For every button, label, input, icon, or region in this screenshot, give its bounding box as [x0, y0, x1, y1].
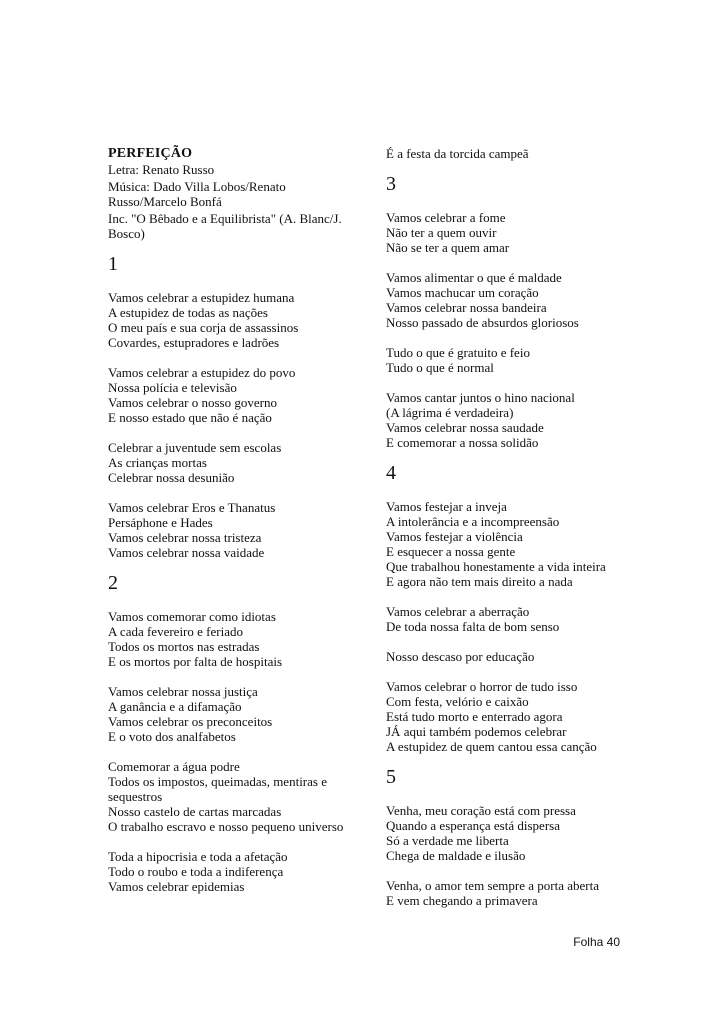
lyric-line: A intolerância e a incompreensão [386, 514, 560, 529]
section-number: 4 [386, 462, 396, 484]
lyric-line: A estupidez de quem cantou essa canção [386, 739, 597, 754]
lyric-line: Venha, o amor tem sempre a porta aberta [386, 878, 599, 893]
lyric-line: Vamos celebrar nossa saudade [386, 420, 544, 435]
lyric-line: (A lágrima é verdadeira) [386, 405, 514, 420]
page-footer: Folha 40 [573, 935, 620, 949]
lyric-line: De toda nossa falta de bom senso [386, 619, 560, 634]
section-number: 1 [108, 253, 118, 275]
section-number: 5 [386, 766, 396, 788]
lyric-line: Vamos celebrar nossa bandeira [386, 300, 547, 315]
lyric-line: Vamos celebrar epidemias [108, 879, 245, 894]
lyric-line: A cada fevereiro e feriado [108, 624, 243, 639]
lyric-line: Celebrar a juventude sem escolas [108, 440, 282, 455]
right-intro-line: É a festa da torcida campeã [386, 146, 529, 161]
song-title: PERFEIÇÃO [108, 146, 193, 161]
lyric-line: E vem chegando a primavera [386, 893, 538, 908]
lyric-line: Vamos festejar a violência [386, 529, 523, 544]
lyric-line: Não se ter a quem amar [386, 240, 510, 255]
lyric-line: Tudo o que é normal [386, 360, 494, 375]
lyric-line: Persáphone e Hades [108, 515, 213, 530]
lyric-line: Vamos celebrar a fome [386, 210, 506, 225]
lyric-line: Nosso descaso por educação [386, 649, 535, 664]
lyric-line: A ganância e a difamação [108, 699, 242, 714]
lyric-line: E comemorar a nossa solidão [386, 435, 539, 450]
lyric-line: Vamos celebrar a estupidez do povo [108, 365, 296, 380]
left-sections [108, 253, 353, 894]
lyric-line: JÁ aqui também podemos celebrar [386, 724, 567, 739]
credit-music: Música: Dado Villa Lobos/Renato Russo/Marcelo Bonfá [108, 179, 286, 209]
lyric-line: Quando a esperança está dispersa [386, 818, 560, 833]
lyric-line: Comemorar a água podre [108, 759, 240, 774]
lyric-line: Tudo o que é gratuito e feio [386, 345, 530, 360]
lyric-line: Todo o roubo e toda a indiferença [108, 864, 284, 879]
lyric-line: Vamos celebrar a aberração [386, 604, 530, 619]
stanza [386, 210, 626, 255]
lyric-line: Vamos comemorar como idiotas [108, 609, 276, 624]
lyric-line: Vamos celebrar Eros e Thanatus [108, 500, 276, 515]
lyric-line: Vamos alimentar o que é maldade [386, 270, 562, 285]
lyric-line: Vamos celebrar nossa justiça [108, 684, 258, 699]
lyric-line: Venha, meu coração está com pressa [386, 803, 576, 818]
stanza [386, 679, 626, 754]
stanza [386, 649, 626, 664]
stanza [108, 849, 353, 894]
lyric-line: Nosso passado de absurdos gloriosos [386, 315, 579, 330]
lyric-line: Vamos festejar a inveja [386, 499, 507, 514]
stanza [108, 440, 353, 485]
stanza [108, 759, 353, 834]
lyric-line: O trabalho escravo e nosso pequeno universo [108, 819, 344, 834]
lyric-line: Só a verdade me liberta [386, 833, 509, 848]
lyric-line: E os mortos por falta de hospitais [108, 654, 283, 669]
lyric-line: Com festa, velório e caixão [386, 694, 529, 709]
stanza [386, 878, 626, 908]
lyric-line: Toda a hipocrisia e toda a afetação [108, 849, 288, 864]
lyric-line: As crianças mortas [108, 455, 207, 470]
lyric-line: Todos os impostos, queimadas, mentiras e sequestros [108, 774, 327, 804]
lyric-line: Nossa polícia e televisão [108, 380, 237, 395]
lyric-line: Está tudo morto e enterrado agora [386, 709, 563, 724]
credit-inc: Inc. "O Bêbado e a Equilibrista" (A. Blanc/J. Bosco) [108, 211, 342, 241]
stanza [108, 365, 353, 425]
lyric-line: Vamos celebrar nossa vaidade [108, 545, 265, 560]
lyric-line: E nosso estado que não é nação [108, 410, 272, 425]
stanza [108, 290, 353, 350]
stanza [108, 500, 353, 560]
lyric-line: Vamos celebrar nossa tristeza [108, 530, 262, 545]
section-number: 3 [386, 173, 396, 195]
lyric-line: Vamos machucar um coração [386, 285, 539, 300]
lyric-line: Vamos celebrar o horror de tudo isso [386, 679, 578, 694]
lyric-line: Todos os mortos nas estradas [108, 639, 260, 654]
lyric-line: O meu país e sua corja de assassinos [108, 320, 299, 335]
lyric-line: Covardes, estupradores e ladrões [108, 335, 280, 350]
lyric-line: A estupidez de todas as nações [108, 305, 268, 320]
lyric-line: E agora não tem mais direito a nada [386, 574, 573, 589]
stanza [386, 345, 626, 375]
stanza [386, 604, 626, 634]
credit-lyrics: Letra: Renato Russo [108, 162, 215, 177]
lyric-line: Celebrar nossa desunião [108, 470, 235, 485]
right-sections [386, 173, 626, 908]
left-column [108, 146, 353, 894]
stanza [386, 270, 626, 330]
lyric-line: E o voto dos analfabetos [108, 729, 236, 744]
lyric-line: Que trabalhou honestamente a vida inteira [386, 559, 606, 574]
stanza [386, 499, 626, 589]
lyric-line: Vamos celebrar a estupidez humana [108, 290, 295, 305]
right-column [386, 146, 626, 908]
lyric-line: Nosso castelo de cartas marcadas [108, 804, 282, 819]
stanza [108, 609, 353, 669]
lyric-line: Vamos celebrar os preconceitos [108, 714, 273, 729]
stanza [386, 803, 626, 863]
lyric-line: Não ter a quem ouvir [386, 225, 497, 240]
stanza [386, 390, 626, 450]
lyric-line: Vamos celebrar o nosso governo [108, 395, 277, 410]
section-number: 2 [108, 572, 118, 594]
lyric-line: Vamos cantar juntos o hino nacional [386, 390, 575, 405]
lyric-line: E esquecer a nossa gente [386, 544, 516, 559]
stanza [108, 684, 353, 744]
lyric-line: Chega de maldade e ilusão [386, 848, 526, 863]
